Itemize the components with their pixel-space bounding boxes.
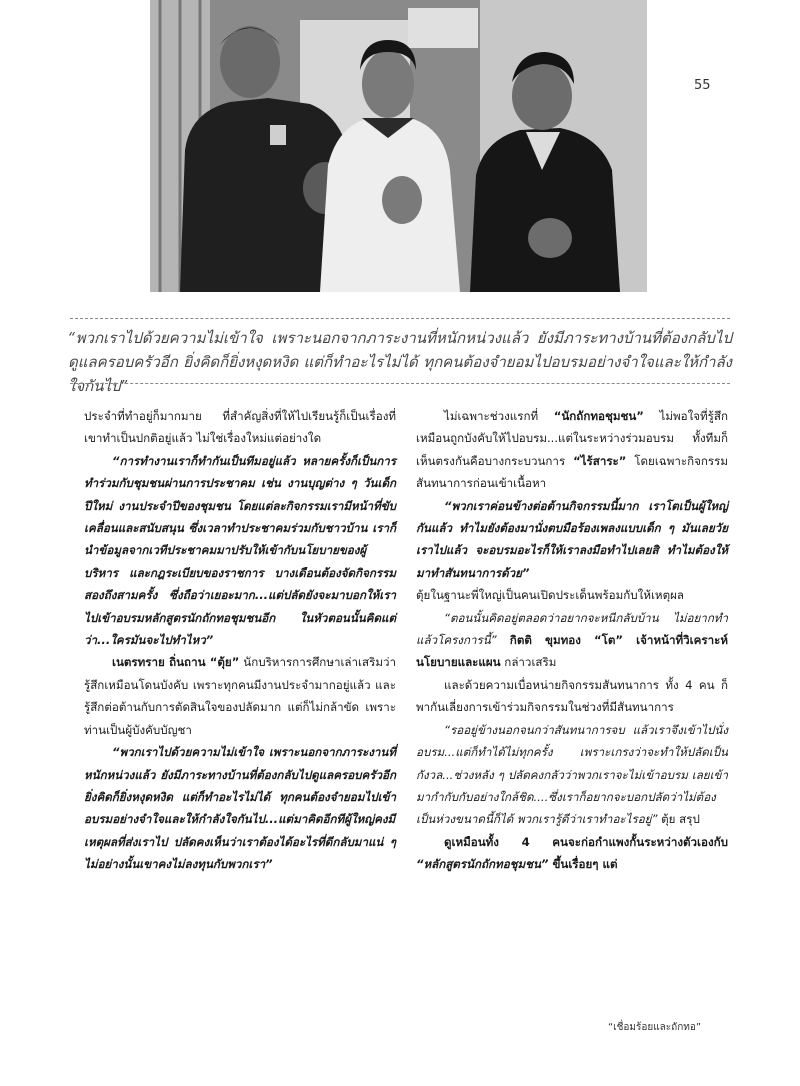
right-quote-3: “รออยู่ข้างนอกจนกว่าสันทนาการจบ แล้วเราจึงเข้าไปนั่งอบรม...แต่ก็ทำได้ไม่ทุกครั้ง เพราะเกรงว่าจะทำให้ปลัดเป็นกังวล...ช่วงหลัง ๆ ปลัดคงกลัวว่าพวกเราจะไม่เข้าอบรม เลยเข้ามากำกับกับอย่างใกล้ชิด....ซึ่งเราก็อยากจะบอกปลัดว่าไม่ต้องเป็นห่วงขนาดนี้ก็ได้ พวกเรารู้ดีว่าเราทำอะไรอยู่” xyxy=(416,722,728,827)
right-paragraph-1 xyxy=(416,405,728,495)
right-paragraph-4-b: “หลักสูตรนักถักทอชุมชน” xyxy=(416,857,549,872)
right-paragraph-1-a: ไม่เฉพาะช่วงแรกที่ xyxy=(444,409,554,423)
left-paragraph-2 xyxy=(84,651,396,741)
right-quote-3-paragraph xyxy=(416,719,728,831)
right-quote-2-paragraph xyxy=(416,607,728,674)
left-quote-2: “พวกเราไปด้วยความไม่เข้าใจ เพราะนอกจากภาระงานที่หนักหน่วงแล้ว ยังมีภาระทางบ้านที่ต้องกลับไปดูแลครอบครัวอีก ยิ่งคิดก็ยิ่งหงุดหงิด แต่ก็ทำอะไรไม่ได้ ทุกคนต้องจำยอมไปเข้าอบรมอย่างจำใจและให้กำลังใจกันไป...แต่มาคิดอีกทีผู้ใหญ่คงมีเหตุผลที่ส่งเราไป ปลัดคงเห็นว่าเราต้องได้อะไรที่ดีกลับมาแน่ ๆ ไม่อย่างนั้นเขาคงไม่ลงทุนกับพวกเรา” xyxy=(84,745,396,872)
pull-quote: “พวกเราไปด้วยความไม่เข้าใจ เพราะนอกจากภาระงานที่หนักหน่วงแล้ว ยังมีภาระทางบ้านที่ต้องกลับไปดูแลครอบครัวอีก ยิ่งคิดก็ยิ่งหงุดหงิด แต่ก็ทำอะไรไม่ได้ ทุกคนต้องจำยอมไปอบรมอย่างจำใจและให้กำลังใจกันไป” xyxy=(68,329,732,395)
right-quote-2-rest: กล่าวเสริม xyxy=(500,655,557,670)
page-number: 55 xyxy=(694,78,711,93)
group-photo xyxy=(150,0,647,292)
right-paragraph-4-c: ขึ้นเรื่อยๆ xyxy=(548,857,599,872)
right-paragraph-4 xyxy=(416,831,728,876)
pull-quote-top-rule xyxy=(70,318,730,319)
footer-title: “เชื่อมร้อยและถักทอ” xyxy=(608,1022,702,1033)
right-quote-3-tail: ตุ้ย สรุป xyxy=(657,812,700,827)
right-paragraph-1-e: โดยเฉพาะกิจกรรมสันทนาการก่อนเข้าเนื้อหา xyxy=(416,453,729,491)
pull-quote-bottom-rule xyxy=(70,383,730,384)
left-column xyxy=(84,405,396,876)
right-paragraph-3: และด้วยความเบื่อหน่ายกิจกรรมสันทนาการ ทั้ง 4 คน ก็พากันเลี่ยงการเข้าร่วมกิจกรรมในช่วงที่มีสันทนาการ xyxy=(416,677,728,715)
right-quote-2: “ตอนนั้นคิดอยู่ตลอดว่าอยากจะหนีกลับบ้าน ไม่อยากทำแล้วโครงการนี้” xyxy=(416,610,728,648)
left-paragraph-2-text: นักบริหารการศึกษาเล่าเสริมว่า รู้สึกเหมือนโดนบังคับ เพราะทุกคนมีงานประจำมากอยู่แล้ว และรู้สึกต่อต้านกับการตัดสินใจของปลัดมาก แต่ก็ไม่กล้าขัด เพราะท่านเป็นผู้บังคับบัญชา xyxy=(84,655,396,737)
group-photo-illustration xyxy=(150,0,647,292)
left-paragraph-2-name: เนตรทราย ถิ่นถาน “ตุ้ย” xyxy=(112,655,240,670)
right-column xyxy=(416,405,728,876)
right-quote-1: “พวกเราค่อนข้างต่อต้านกิจกรรมนี้มาก เราโตเป็นผู้ใหญ่กันแล้ว ทำไมยังต้องมานั่งตบมือร้องเพลงแบบเด็ก ๆ มันเลยวัยเราไปแล้ว จะอบรมอะไรก็ให้เราลงมือทำไปเลยสิ ทำไมต้องให้มาทำสันทนาการด้วย” xyxy=(416,498,728,580)
right-quote-2-name: กิตติ ขุมทอง “โต” เจ้าหน้าที่วิเคราะห์นโยบายและแผน xyxy=(416,633,728,670)
right-paragraph-4-a: ดูเหมือนทั้ง 4 คนจะก่อกำแพงกั้นระหว่างตัวเองกับ xyxy=(444,834,728,849)
right-paragraph-1-d: “ไร้สาระ” xyxy=(573,453,627,468)
left-quote-1: “การทำงานเราก็ทำกันเป็นทีมอยู่แล้ว หลายครั้งก็เป็นการทำร่วมกับชุมชนผ่านการประชาคม เช่น งานบุญต่าง ๆ วันเด็ก ปีใหม่ งานประจำปีของชุมชน โดยแต่ละกิจกรรมเรามีหน้าที่ขับเคลื่อนและสนับสนุน ซึ่งเวลาทำประชาคมร่วมกับชาวบ้าน เราก็นำข้อมูลจากเวทีประชาคมมาปรับให้เข้ากับนโยบายของผู้บริหาร และกฎระเบียบของราชการ บางเดือนต้องจัดกิจกรรมสองถึงสามครั้ง ซึ่งถือว่าเยอะมาก...แต่ปลัดยังจะมาบอกให้เราไปเข้าอบรมหลักสูตรนักถักทอชุมชนอีก ในหัวตอนนั้นคิดแต่ว่า...ใครมันจะไปทำไหว” xyxy=(84,453,396,648)
left-paragraph-1: ประจำที่ทำอยู่ก็มากมาย ที่สำคัญสิ่งที่ให้ไปเรียนรู้ก็เป็นเรื่องที่เขาทำเป็นปกติอยู่แล้ว ไม่ใช่เรื่องใหม่แต่อย่างใด xyxy=(84,409,396,446)
right-paragraph-1-c: ไม่พอใจที่รู้สึกเหมือนถูกบังคับให้ไปอบรม...แต่ในระหว่างร่วมอบรม ทั้งทีมก็เห็นตรงกันคือบางกระบวนการ xyxy=(416,409,728,468)
right-paragraph-2: ตุ้ยในฐานะพี่ใหญ่เป็นคนเปิดประเด็นพร้อมกับให้เหตุผล xyxy=(416,588,684,603)
right-paragraph-1-b: “นักถักทอชุมชน” xyxy=(553,409,644,423)
right-paragraph-4-d: แต่ xyxy=(598,857,618,872)
